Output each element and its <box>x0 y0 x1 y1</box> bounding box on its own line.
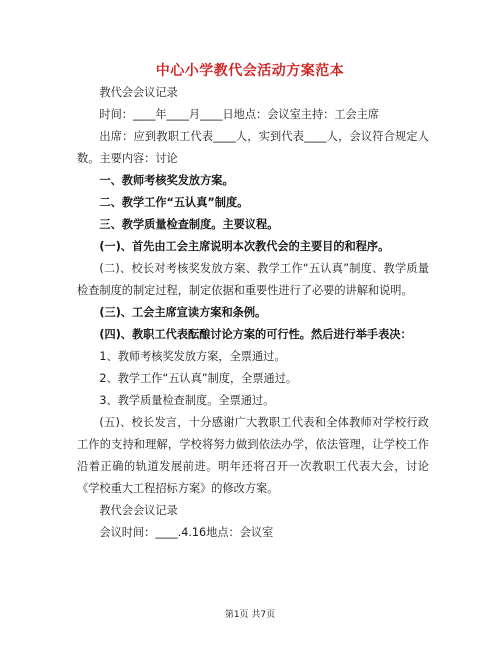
paragraph: 教代会会议记录 <box>99 86 178 99</box>
document-title: 中心小学教代会活动方案范本 <box>155 63 345 79</box>
agenda-step: (三)、工会主席宣读方案和条例。 <box>99 306 267 319</box>
paragraph: 时间：____年____月____日地点：会议室主持：工会主席 <box>99 108 380 121</box>
vote-result: 1、教师考核奖发放方案，全票通过。 <box>99 350 286 363</box>
vote-result: 2、教学工作“五认真”制度，全票通过。 <box>99 372 298 385</box>
vote-result: 3、教学质量检查制度。全票通过。 <box>99 394 275 407</box>
agenda-step: (五)、校长发言，十分感谢广大教职工代表和全体教师对学校行政工作的支持和理解，学校将努力做到依法办学，依法管理，让学校工作沿着正确的轨道发展前进。明年还将召开一次教职工代表大会，讨论《学校重大工程招标方案》的修改方案。 <box>77 416 429 495</box>
agenda-item: 三、教学质量检查制度。主要议程。 <box>99 218 279 231</box>
agenda-step: (二)、校长对考核奖发放方案、教学工作“五认真”制度、教学质量检查制度的制定过程，制定依据和重要性进行了必要的讲解和说明。 <box>77 262 429 297</box>
paragraph: 教代会会议记录 <box>99 504 178 517</box>
paragraph: 出席：应到教职工代表____人，实到代表____人，会议符合规定人数。主要内容：讨论 <box>77 130 429 165</box>
paragraph: 会议时间：____.4.16地点：会议室 <box>99 526 274 539</box>
agenda-item: 二、教学工作“五认真”制度。 <box>99 196 249 209</box>
agenda-item: 一、教师考核奖发放方案。 <box>99 174 234 187</box>
page-footer: 第1页 共7页 <box>224 610 276 620</box>
document-body <box>77 82 429 544</box>
agenda-step: (一)、首先由工会主席说明本次教代会的主要目的和程序。 <box>99 240 390 253</box>
agenda-step: (四)、教职工代表酝酿讨论方案的可行性。然后进行举手表决： <box>99 328 412 341</box>
